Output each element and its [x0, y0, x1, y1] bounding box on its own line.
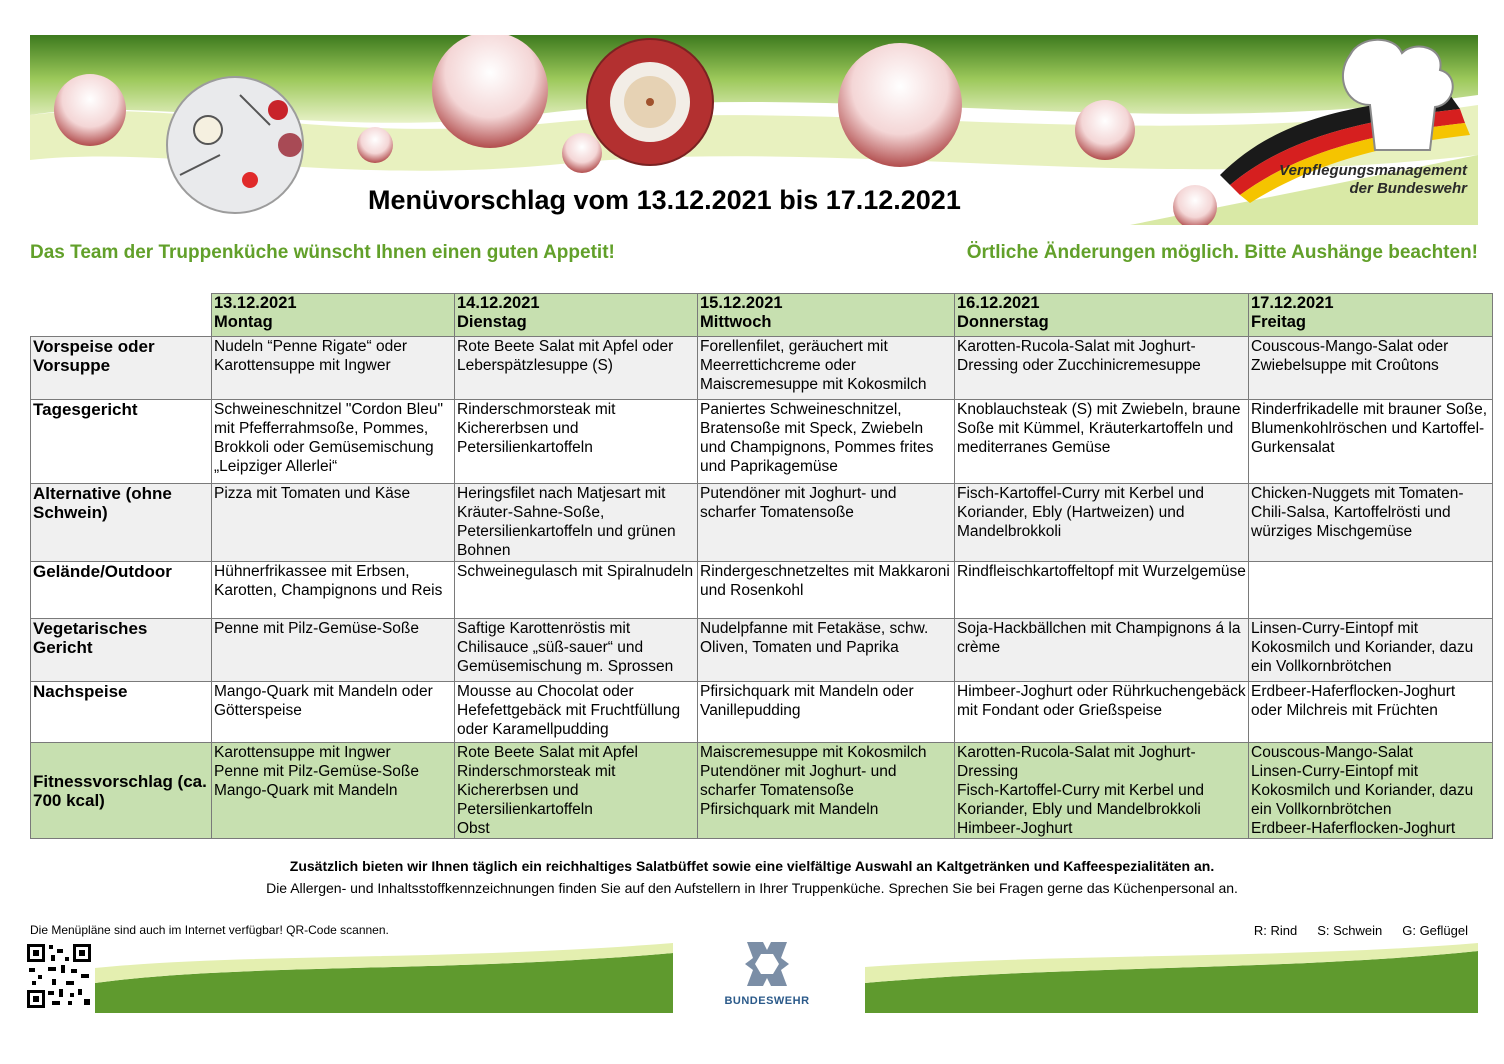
menu-cell: Schweinegulasch mit Spiralnudeln — [455, 562, 698, 619]
fitness-cell — [455, 743, 698, 839]
salad-buffet-note: Zusätzlich bieten wir Ihnen täglich ein reichhaltiges Salatbüffet sowie eine vielfältige Auswahl an Kaltgetränken und Kaffeespezialitäten an. — [289, 858, 1215, 874]
page-title: Menüvorschlag vom 13.12.2021 bis 17.12.2021 — [368, 185, 961, 215]
day-name: Dienstag — [457, 313, 527, 331]
allergen-note: Die Allergen- und Inhaltsstoffkennzeichnungen finden Sie auf den Aufstellern in Ihrer Truppenküche. Sprechen Sie bei Fragen gerne das Küchenpersonal an. — [266, 880, 1238, 896]
food-photo-coffee — [587, 39, 713, 165]
bundeswehr-logo — [712, 940, 822, 1014]
day-date: 15.12.2021 — [700, 294, 783, 312]
menu-cell: Rindergeschnetzeltes mit Makkaroni und Rosenkohl — [698, 562, 955, 619]
row-vegetarisch — [31, 619, 1493, 682]
day-header — [1249, 294, 1493, 337]
day-name: Mittwoch — [700, 313, 772, 331]
iron-cross-icon — [741, 940, 793, 988]
legend-item: R: Rind — [1253, 923, 1298, 938]
row-tagesgericht — [31, 400, 1493, 484]
footer-wave-left — [95, 943, 673, 1013]
row-label: Tagesgericht — [31, 400, 212, 484]
row-alternative — [31, 484, 1493, 562]
day-date: 13.12.2021 — [214, 294, 297, 312]
brand-text — [1262, 162, 1467, 198]
fitness-item: Karottensuppe mit Ingwer — [214, 744, 391, 761]
menu-cell: Penne mit Pilz-Gemüse-Soße — [212, 619, 455, 682]
legend-item: G: Geflügel — [1402, 923, 1468, 938]
day-date: 14.12.2021 — [457, 294, 540, 312]
row-gelaende — [31, 562, 1493, 619]
menu-cell: Schweineschnitzel "Cordon Bleu" mit Pfefferrahmsoße, Pommes, Brokkoli oder Gemüsemischung „Leipziger Allerlei“ — [212, 400, 455, 484]
footer-wave-right — [865, 943, 1478, 1013]
fitness-item: Obst — [457, 820, 490, 837]
fitness-item: Himbeer-Joghurt — [957, 820, 1073, 837]
row-label: Gelände/Outdoor — [31, 562, 212, 619]
row-label: Nachspeise — [31, 682, 212, 743]
menu-table — [30, 293, 1493, 839]
row-label: Fitnessvorschlag (ca. 700 kcal) — [31, 743, 212, 839]
menu-cell: Pfirsichquark mit Mandeln oder Vanillepudding — [698, 682, 955, 743]
day-header — [698, 294, 955, 337]
menu-cell: Rote Beete Salat mit Apfel oder Leberspätzlesuppe (S) — [455, 337, 698, 400]
menu-cell: Rinderschmorsteak mit Kichererbsen und Petersilienkartoffeln — [455, 400, 698, 484]
menu-cell: Himbeer-Joghurt oder Rührkuchengebäck mit Fondant oder Grießspeise — [955, 682, 1249, 743]
qr-code[interactable] — [26, 943, 92, 1009]
row-vorspeise — [31, 337, 1493, 400]
brand-line-2: der Bundeswehr — [1349, 180, 1467, 197]
meat-legend — [1254, 923, 1468, 938]
menu-cell: Mousse au Chocolat oder Hefefettgebäck mit Fruchtfüllung oder Karamellpudding — [455, 682, 698, 743]
menu-cell: Chicken-Nuggets mit Tomaten-Chili-Salsa, Kartoffelrösti und würziges Mischgemüse — [1249, 484, 1493, 562]
menu-cell: Hühnerfrikassee mit Erbsen, Karotten, Champignons und Reis — [212, 562, 455, 619]
menu-cell: Rinderfrikadelle mit brauner Soße, Blumenkohlröschen und Kartoffel-Gurkensalat — [1249, 400, 1493, 484]
slogan-left: Das Team der Truppenküche wünscht Ihnen einen guten Appetit! — [30, 242, 615, 263]
menu-cell — [1249, 562, 1493, 619]
row-nachspeise — [31, 682, 1493, 743]
menu-cell: Pizza mit Tomaten und Käse — [212, 484, 455, 562]
day-date: 16.12.2021 — [957, 294, 1040, 312]
fitness-item: Penne mit Pilz-Gemüse-Soße — [214, 763, 420, 780]
row-label: Alternative (ohne Schwein) — [31, 484, 212, 562]
fitness-cell — [698, 743, 955, 839]
fitness-item: Fisch-Kartoffel-Curry mit Kerbel und Koriander, Ebly und Mandelbrokkoli — [957, 782, 1204, 818]
header-row — [31, 294, 1493, 337]
fitness-item: Karotten-Rucola-Salat mit Joghurt-Dressing — [957, 744, 1196, 780]
internet-note: Die Menüpläne sind auch im Internet verfügbar! QR-Code scannen. — [30, 923, 389, 937]
fitness-item: Rinderschmorsteak mit Kichererbsen und Petersilienkartoffeln — [457, 763, 616, 818]
menu-cell: Heringsfilet nach Matjesart mit Kräuter-Sahne-Soße, Petersilienkartoffeln und grünen Bohnen — [455, 484, 698, 562]
menu-cell: Mango-Quark mit Mandeln oder Götterspeise — [212, 682, 455, 743]
corner-cell — [31, 294, 212, 337]
menu-cell: Linsen-Curry-Eintopf mit Kokosmilch und Koriander, dazu ein Vollkornbrötchen — [1249, 619, 1493, 682]
menu-cell: Couscous-Mango-Salat oder Zwiebelsuppe mit Croûtons — [1249, 337, 1493, 400]
slogan-right: Örtliche Änderungen möglich. Bitte Aushänge beachten! — [966, 242, 1478, 263]
food-photo-left — [167, 77, 303, 213]
fitness-item: Erdbeer-Haferflocken-Joghurt — [1251, 820, 1456, 837]
menu-cell: Karotten-Rucola-Salat mit Joghurt-Dressing oder Zucchinicremesuppe — [955, 337, 1249, 400]
day-header — [212, 294, 455, 337]
fitness-item: Mango-Quark mit Mandeln — [214, 782, 398, 799]
bundeswehr-wordmark: BUNDESWEHR — [724, 995, 810, 1007]
menu-cell: Nudelpfanne mit Fetakäse, schw. Oliven, Tomaten und Paprika — [698, 619, 955, 682]
day-name: Montag — [214, 313, 273, 331]
day-header — [955, 294, 1249, 337]
day-header — [455, 294, 698, 337]
menu-cell: Nudeln “Penne Rigate“ oder Karottensuppe mit Ingwer — [212, 337, 455, 400]
fitness-item: Couscous-Mango-Salat — [1251, 744, 1413, 761]
menu-cell: Paniertes Schweineschnitzel, Bratensoße mit Speck, Zwiebeln und Champignons, Pommes frites und Paprikagemüse — [698, 400, 955, 484]
fitness-item: Pfirsichquark mit Mandeln — [700, 801, 879, 818]
fitness-cell — [212, 743, 455, 839]
menu-cell: Fisch-Kartoffel-Curry mit Kerbel und Koriander, Ebly (Hartweizen) und Mandelbrokkoli — [955, 484, 1249, 562]
row-fitness — [31, 743, 1493, 839]
fitness-item: Maiscremesuppe mit Kokosmilch — [700, 744, 927, 761]
menu-cell: Erdbeer-Haferflocken-Joghurt oder Milchreis mit Früchten — [1249, 682, 1493, 743]
day-date: 17.12.2021 — [1251, 294, 1334, 312]
row-label: Vorspeise oder Vorsuppe — [31, 337, 212, 400]
menu-cell: Saftige Karottenröstis mit Chilisauce „süß-sauer“ und Gemüsemischung m. Sprossen — [455, 619, 698, 682]
fitness-cell — [1249, 743, 1493, 839]
fitness-item: Linsen-Curry-Eintopf mit Kokosmilch und Koriander, dazu ein Vollkornbrötchen — [1251, 763, 1474, 818]
menu-cell: Forellenfilet, geräuchert mit Meerrettichcreme oder Maiscremesuppe mit Kokosmilch — [698, 337, 955, 400]
fitness-item: Rote Beete Salat mit Apfel — [457, 744, 638, 761]
menu-cell: Knoblauchsteak (S) mit Zwiebeln, braune Soße mit Kümmel, Kräuterkartoffeln und mediterranes Gemüse — [955, 400, 1249, 484]
fitness-item: Putendöner mit Joghurt- und scharfer Tomatensoße — [700, 763, 897, 799]
row-label: Vegetarisches Gericht — [31, 619, 212, 682]
menu-cell: Putendöner mit Joghurt- und scharfer Tomatensoße — [698, 484, 955, 562]
brand-line-1: Verpflegungsmanagement — [1279, 162, 1467, 179]
menu-cell: Rindfleischkartoffeltopf mit Wurzelgemüse — [955, 562, 1249, 619]
day-name: Donnerstag — [957, 313, 1049, 331]
day-name: Freitag — [1251, 313, 1307, 331]
fitness-cell — [955, 743, 1249, 839]
menu-cell: Soja-Hackbällchen mit Champignons á la crème — [955, 619, 1249, 682]
legend-item: S: Schwein — [1317, 923, 1383, 938]
